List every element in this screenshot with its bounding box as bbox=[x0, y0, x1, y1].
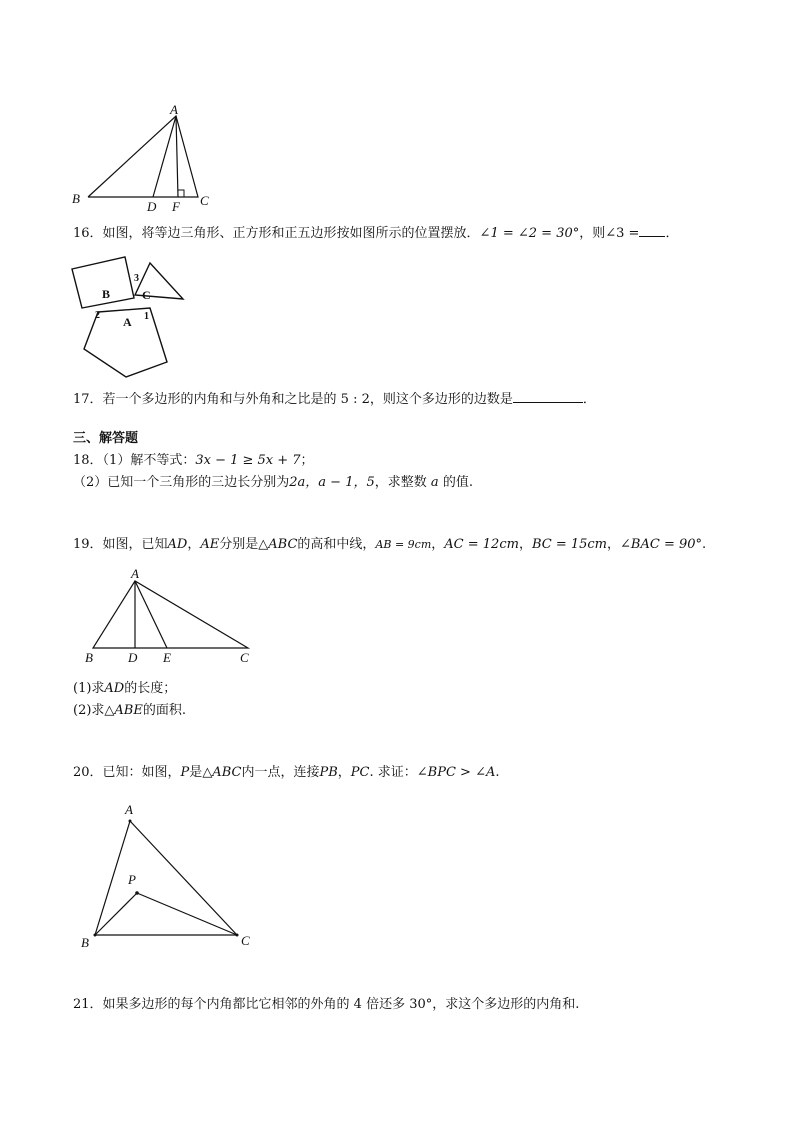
fig15-segment-AD bbox=[153, 116, 176, 197]
q19-angle: ∠BAC = 90° bbox=[620, 537, 703, 552]
q18-part2-suffix: ，求整数 bbox=[374, 475, 427, 490]
q19-ab: AB = 9cm bbox=[375, 538, 432, 551]
fig16-label-1: 1 bbox=[144, 311, 149, 322]
q19-sub1-prefix: (1)求 bbox=[73, 681, 105, 696]
q18-part2-values: 2a，a − 1，5 bbox=[289, 475, 375, 490]
q17-text: 17．若一个多边形的内角和与外角和之比是的 5 : 2，则这个多边形的边数是 bbox=[73, 392, 513, 407]
fig15-label-B: B bbox=[72, 191, 80, 206]
q18-part1-end: ； bbox=[300, 453, 314, 468]
question-17 bbox=[73, 390, 596, 409]
fig20-point-B bbox=[94, 934, 97, 937]
q19-ac: AC = 12cm bbox=[444, 537, 519, 552]
q20-sep: ， bbox=[337, 765, 351, 780]
q20-pb: PB bbox=[319, 765, 338, 780]
fig19-label-D: D bbox=[128, 650, 138, 665]
q18-part2-var: a bbox=[430, 475, 439, 490]
fig19-label-C: C bbox=[240, 650, 249, 665]
q17-answer-blank[interactable] bbox=[513, 390, 583, 403]
q19-triangle: △ABC bbox=[258, 537, 298, 552]
fig20-point-C bbox=[236, 934, 239, 937]
q19-end: . bbox=[702, 537, 707, 552]
q19-mid: 分别是 bbox=[219, 537, 259, 552]
fig20-point-A bbox=[129, 820, 132, 823]
fig19-label-E: E bbox=[163, 650, 171, 665]
q20-mid2: 内一点，连接 bbox=[241, 765, 320, 780]
fig16-label-A: A bbox=[123, 315, 132, 329]
q20-p: P bbox=[180, 765, 190, 780]
figure-15-triangle bbox=[60, 100, 230, 215]
q16-math: ∠1 = ∠2 = 30° bbox=[479, 226, 580, 241]
question-19 bbox=[73, 536, 706, 554]
q19-ae: AE bbox=[200, 537, 220, 552]
q19-sep1: ， bbox=[187, 537, 201, 552]
q20-pc: PC bbox=[350, 765, 370, 780]
fig20-point-P bbox=[135, 891, 139, 895]
q16-text-before: 16．如图，将等边三角形、正方形和正五边形按如图所示的位置摆放． bbox=[73, 226, 480, 241]
figure-20-triangle bbox=[75, 800, 265, 950]
question-18-part-2 bbox=[73, 474, 473, 492]
q21-text: 21．如果多边形的每个内角都比它相邻的外角的 4 倍还多 30°，求这个多边形的内角和. bbox=[73, 997, 580, 1012]
q19-sub2-suffix: 的面积. bbox=[142, 703, 186, 718]
fig20-triangle-ABC bbox=[95, 821, 237, 935]
q18-part2-prefix: （2）已知一个三角形的三边长分别为 bbox=[73, 475, 290, 490]
question-20 bbox=[73, 764, 499, 782]
fig16-label-C: C bbox=[142, 288, 151, 302]
fig19-label-B: B bbox=[85, 650, 93, 665]
fig15-label-C: C bbox=[200, 193, 209, 208]
q19-sub2-prefix: (2)求 bbox=[73, 703, 105, 718]
q19-mid2: 的高和中线， bbox=[297, 537, 376, 552]
q19-bc: BC = 15cm bbox=[531, 537, 608, 552]
fig16-label-3: 3 bbox=[134, 273, 139, 284]
q18-part1-prefix: 18．（1）解不等式： bbox=[73, 453, 196, 468]
q18-part2-end: 的值. bbox=[442, 475, 473, 490]
fig15-lines bbox=[88, 116, 198, 197]
question-16 bbox=[73, 224, 678, 243]
q19-sep3: ， bbox=[518, 537, 532, 552]
q20-claim: ∠BPC > ∠A bbox=[416, 765, 496, 780]
figure-19-triangle bbox=[80, 565, 270, 670]
fig20-segment-PC bbox=[137, 893, 237, 935]
fig15-right-angle-mark bbox=[178, 190, 184, 197]
question-19-sub-2 bbox=[73, 702, 186, 720]
q20-mid3: . 求证： bbox=[369, 765, 417, 780]
fig15-segment-AF bbox=[176, 116, 178, 197]
q16-end: ． bbox=[665, 226, 679, 241]
q20-mid: 是 bbox=[189, 765, 203, 780]
fig15-label-A: A bbox=[170, 102, 178, 117]
fig19-triangle-ABC bbox=[93, 581, 248, 648]
q18-part1-math: 3x − 1 ≥ 5x + 7 bbox=[195, 453, 301, 468]
question-21 bbox=[73, 996, 579, 1014]
q20-end: . bbox=[495, 765, 500, 780]
fig20-label-P: P bbox=[128, 872, 136, 887]
q19-sub2-var: △ABE bbox=[104, 703, 143, 718]
fig20-label-C: C bbox=[241, 933, 250, 948]
question-18-part-1 bbox=[73, 452, 314, 470]
fig15-label-F: F bbox=[172, 199, 180, 214]
q20-triangle: △ABC bbox=[202, 765, 242, 780]
q19-ad: AD bbox=[167, 537, 188, 552]
q16-answer-blank[interactable] bbox=[639, 224, 665, 237]
q20-prefix: 20．已知：如图， bbox=[73, 765, 181, 780]
q19-sub1-suffix: 的长度； bbox=[124, 681, 177, 696]
question-19-sub-1 bbox=[73, 680, 176, 698]
q19-sep2: ， bbox=[431, 537, 445, 552]
q19-sep4: ， bbox=[607, 537, 621, 552]
q16-text-after: ，则∠3 = bbox=[579, 226, 640, 241]
q19-sub1-var: AD bbox=[104, 681, 125, 696]
q19-prefix: 19．如图，已知 bbox=[73, 537, 168, 552]
fig16-label-B: B bbox=[102, 287, 111, 301]
fig15-label-D: D bbox=[147, 199, 157, 214]
fig20-label-A: A bbox=[125, 802, 133, 817]
fig16-label-2: 2 bbox=[95, 310, 100, 321]
fig20-label-B: B bbox=[81, 935, 89, 950]
q17-end: ． bbox=[582, 392, 596, 407]
section-3-title: 三、解答题 bbox=[73, 431, 139, 446]
fig19-label-A: A bbox=[131, 566, 139, 581]
figure-16-shapes bbox=[70, 255, 190, 380]
